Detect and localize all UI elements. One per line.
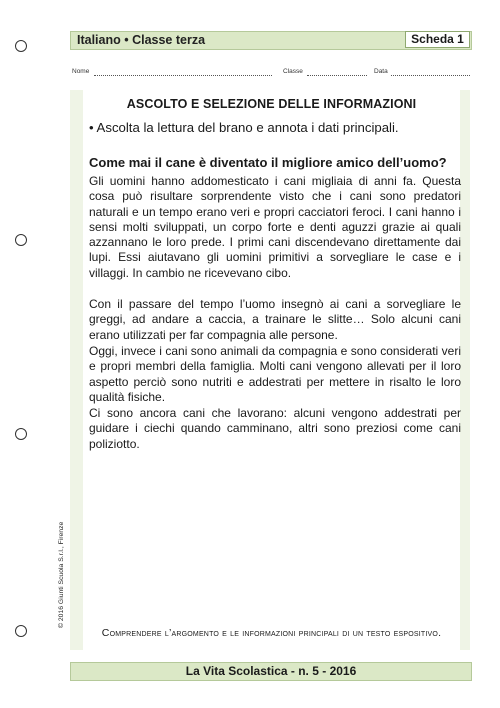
date-label: Data — [374, 68, 388, 75]
name-field[interactable] — [94, 68, 272, 76]
copyright-note: © 2016 Giunti Scuola S.r.l., Firenze — [58, 521, 65, 628]
paragraph: Gli uomini hanno addomesticato i cani migliaia di anni fa. Questa cosa può risultare sorprendente visto che i cani sono predatori naturali e un tempo erano veri e propri cacciatori feroci. I cani hanno i sensi molti sviluppati, un corpo forte e denti aguzzi grazie ai quali azzannano le loro prede. I primi cani discendevano direttamente dai lupi. Essi aiutavano gli uomini primitivi a sorvegliare le case e i villaggi. In cambio ne ricevevano cibo. — [89, 174, 461, 280]
paragraph: Oggi, invece i cani sono animali da compagnia e sono considerati veri e propri membri della famiglia. Molti cani vengono allevati per il loro aspetto perciò sono nutriti e addestrati per mettere in risalto le loro qualità fisiche. — [89, 344, 461, 404]
class-field[interactable] — [307, 68, 367, 76]
exercise-title: ASCOLTO E SELEZIONE DELLE INFORMAZIONI — [126, 97, 417, 111]
subject-label: Italiano • Classe terza — [77, 33, 206, 47]
instruction: • Ascolta la lettura del brano e annota i dati principali. — [89, 120, 399, 135]
paragraph: Con il passare del tempo l’uomo insegnò ai cani a sorvegliare le greggi, ad andare a caccia, a trainare le slitte… Solo alcuni cani erano utilizzati per far compagnia alle persone. — [89, 297, 461, 342]
date-field[interactable] — [391, 68, 470, 76]
objective-text: Comprendere l’argomento e le informazioni principali di un testo espositivo. — [101, 627, 442, 639]
binder-hole — [15, 625, 27, 637]
reading-title: Come mai il cane è diventato il migliore amico dell’uomo? — [89, 155, 447, 170]
binder-hole — [15, 234, 27, 246]
publication-footer: La Vita Scolastica - n. 5 - 2016 — [70, 662, 472, 681]
exercise-content — [83, 90, 460, 650]
exercise-panel — [70, 90, 470, 650]
paragraph: Ci sono ancora cani che lavorano: alcuni vengono addestrati per guidare i ciechi quando camminano, altri sono preziosi come cani poliziotto. — [89, 406, 461, 451]
binder-hole — [15, 428, 27, 440]
class-label: Classe — [283, 68, 303, 75]
learning-objective — [83, 627, 460, 639]
binder-hole — [15, 40, 27, 52]
sheet-number: Scheda 1 — [405, 31, 470, 48]
name-label: Nome — [72, 68, 90, 75]
student-fields — [70, 68, 470, 82]
